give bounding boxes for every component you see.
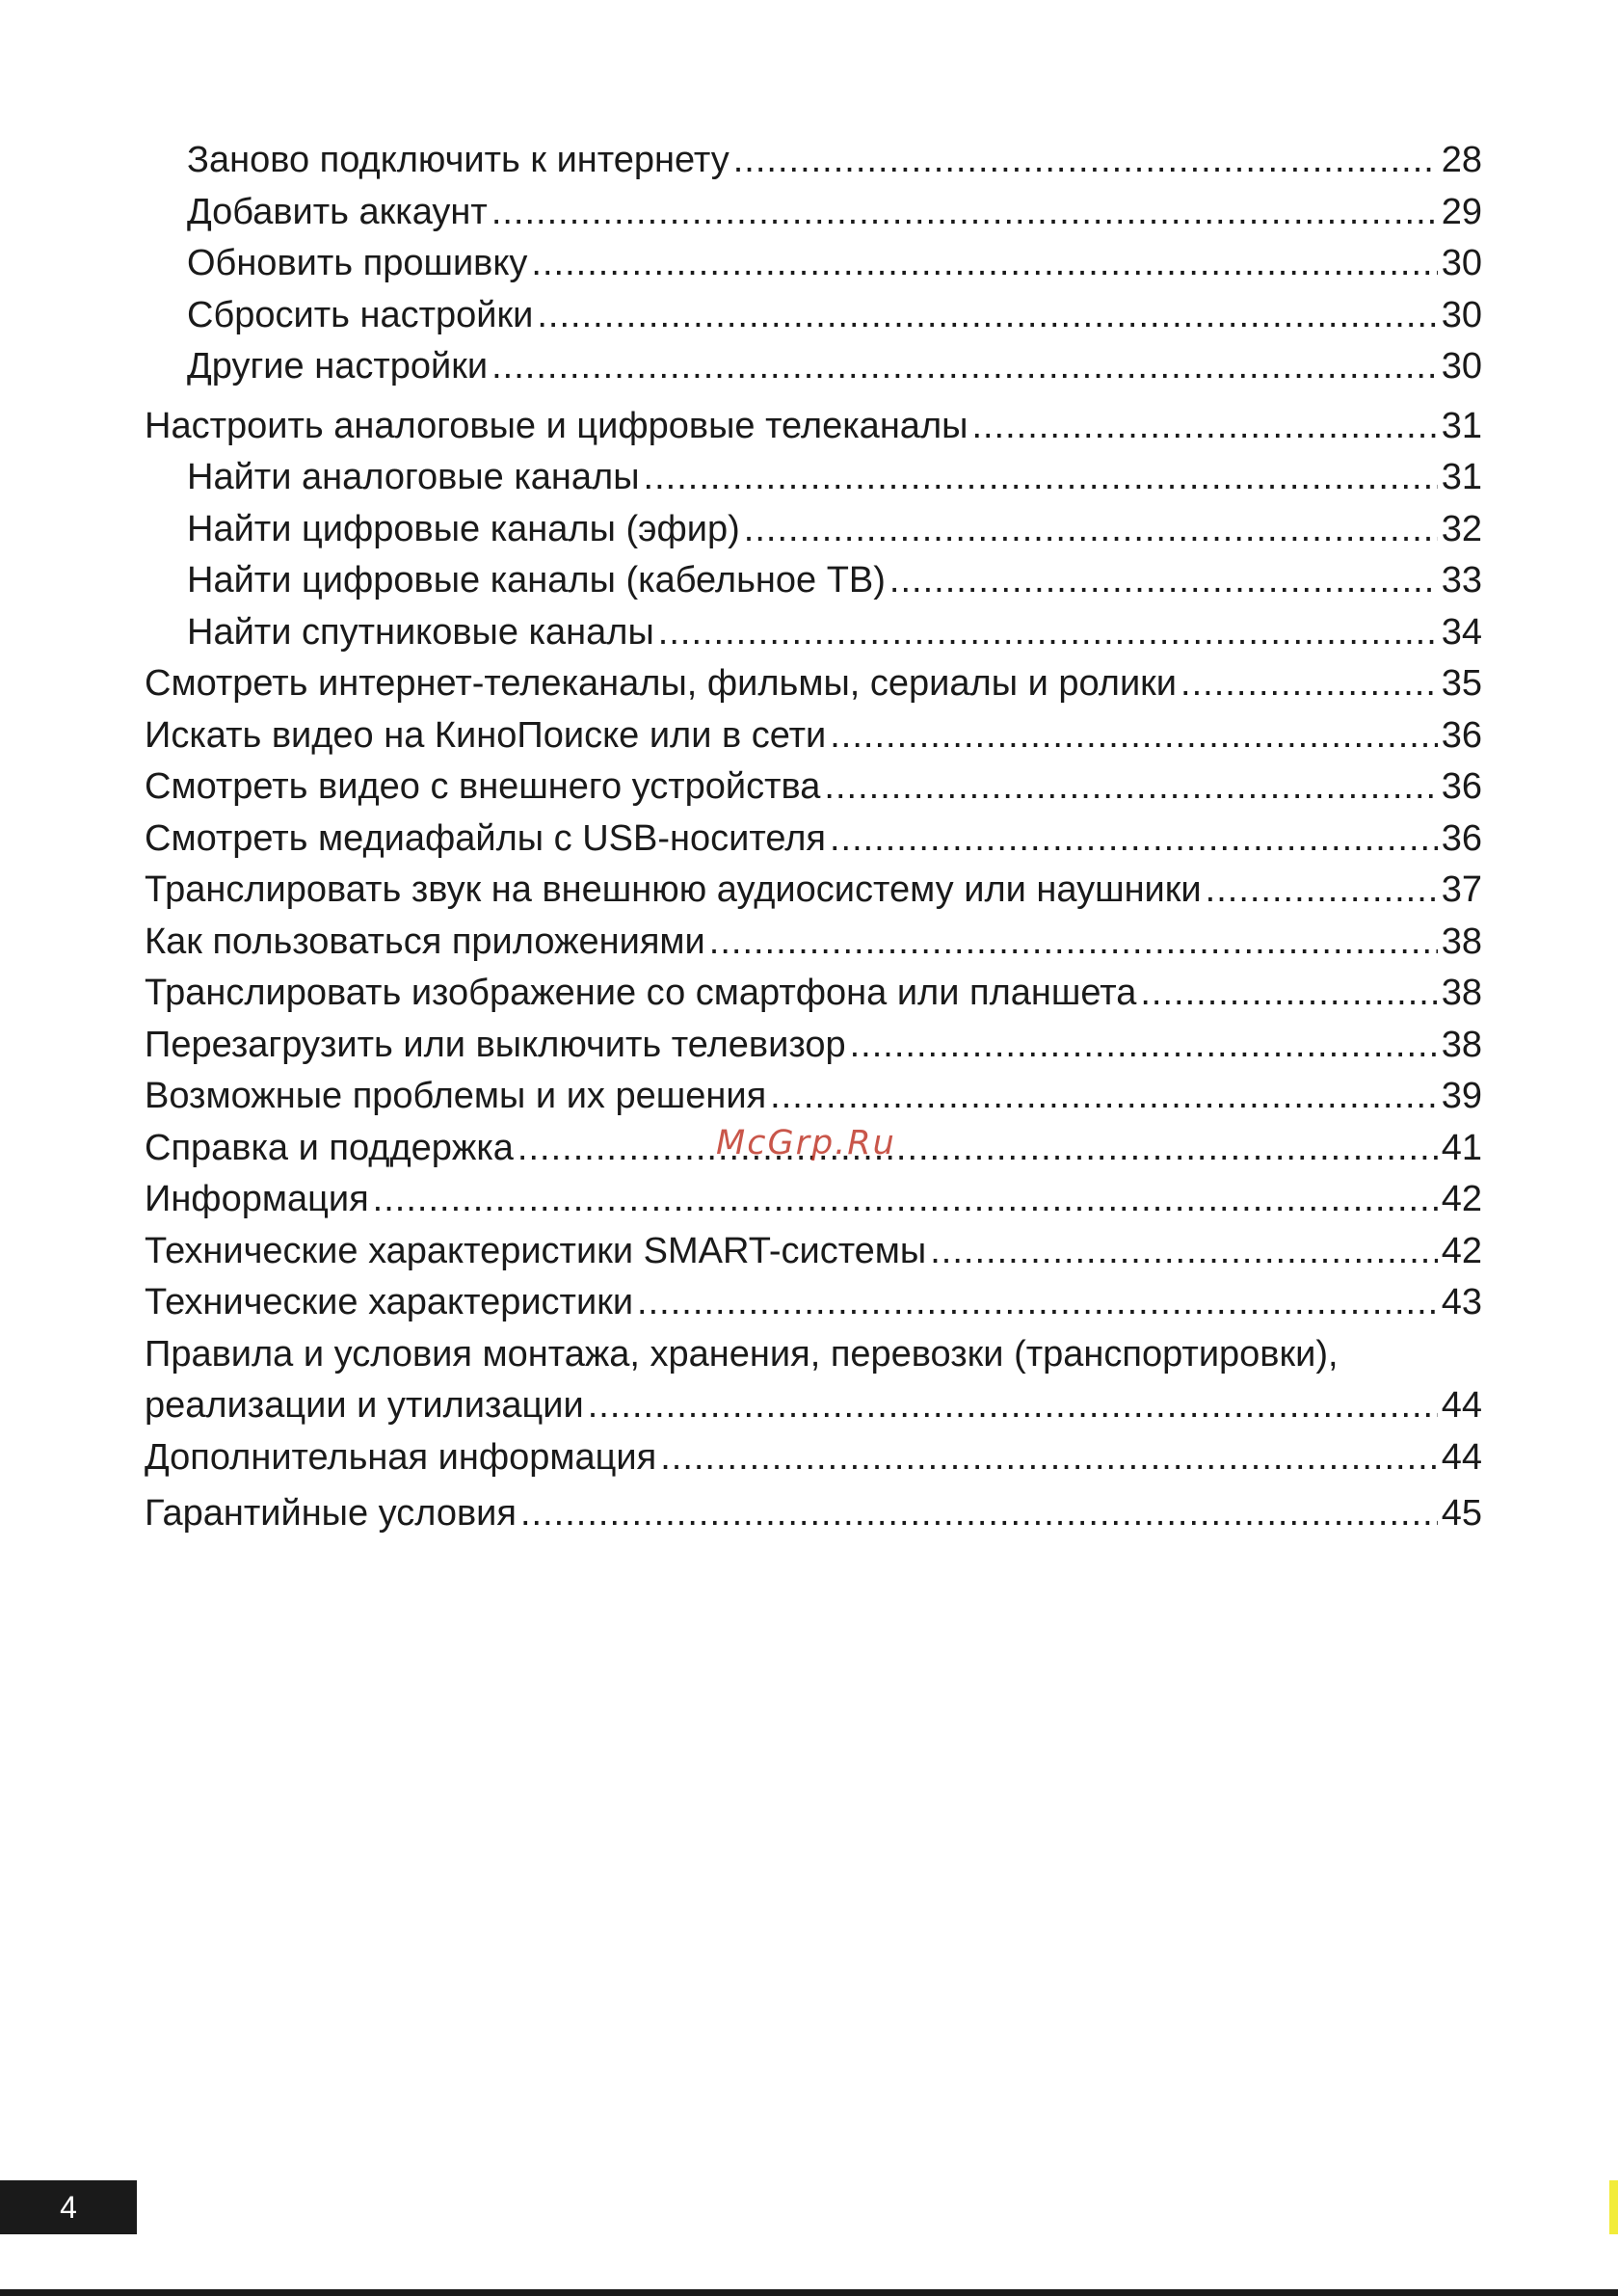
toc-entry[interactable] <box>145 917 1482 969</box>
toc-entry[interactable] <box>145 290 1482 342</box>
toc-leader-dots <box>658 607 1438 659</box>
toc-entry[interactable] <box>145 814 1482 866</box>
edge-color-mark <box>1609 2180 1618 2234</box>
toc-entry-page: 36 <box>1441 766 1482 807</box>
toc-entry-title: Транслировать звук на внешнюю аудиосистему или наушники <box>145 869 1202 910</box>
toc-leader-dots <box>850 1020 1438 1072</box>
toc-entry-page: 32 <box>1441 508 1482 549</box>
toc-leader-dots <box>537 290 1437 342</box>
toc-entry-title: Как пользоваться приложениями <box>145 921 705 962</box>
toc-entry-title: Транслировать изображение со смартфона или планшета <box>145 973 1137 1013</box>
toc-entry-page: 34 <box>1441 611 1482 653</box>
toc-entry-wrapped[interactable] <box>145 1329 1482 1432</box>
toc-leader-dots <box>531 238 1437 290</box>
toc-entry-page: 38 <box>1441 973 1482 1013</box>
toc-entry-page: 39 <box>1441 1076 1482 1116</box>
toc-leader-dots <box>824 761 1437 814</box>
toc-entry[interactable] <box>145 1488 1482 1540</box>
toc-entry-page: 44 <box>1441 1436 1482 1478</box>
toc-entry-last-line <box>145 1380 1482 1432</box>
toc-entry-title: Найти спутниковые каналы <box>187 611 654 653</box>
toc-entry[interactable] <box>145 658 1482 710</box>
toc-leader-dots <box>1206 865 1438 917</box>
toc-entry-title: Обновить прошивку <box>187 243 528 283</box>
toc-leader-dots <box>770 1071 1438 1123</box>
toc-entry-page: 38 <box>1441 921 1482 962</box>
toc-entry-title: Смотреть видео с внешнего устройства <box>145 766 821 807</box>
bottom-rule <box>0 2289 1618 2296</box>
toc-entry-page: 28 <box>1441 140 1482 180</box>
toc-entry-page: 41 <box>1441 1127 1482 1168</box>
toc-entry-title: Сбросить настройки <box>187 294 534 335</box>
page-number: 4 <box>0 2180 137 2234</box>
toc-leader-dots <box>491 187 1438 239</box>
toc-entry-page: 38 <box>1441 1024 1482 1065</box>
table-of-contents <box>145 135 1482 1540</box>
toc-entry-title: Добавить аккаунт <box>187 191 488 232</box>
toc-entry-title-line1: Правила и условия монтажа, хранения, перевозки (транспортировки), <box>145 1333 1339 1375</box>
toc-entry[interactable] <box>145 187 1482 239</box>
toc-entry[interactable] <box>145 1020 1482 1072</box>
toc-entry-title-line2: реализации и утилизации <box>145 1385 584 1426</box>
toc-entry-title: Дополнительная информация <box>145 1436 657 1478</box>
toc-leader-dots <box>373 1174 1438 1226</box>
toc-entry[interactable] <box>145 761 1482 814</box>
toc-entry[interactable] <box>145 710 1482 762</box>
toc-leader-dots <box>588 1380 1438 1432</box>
toc-entry-title: Настроить аналоговые и цифровые телеканалы <box>145 405 968 446</box>
toc-entry-title: Перезагрузить или выключить телевизор <box>145 1024 846 1065</box>
toc-entry-page: 30 <box>1441 243 1482 283</box>
toc-leader-dots <box>744 504 1438 556</box>
toc-leader-dots <box>520 1488 1438 1540</box>
toc-entry-page: 42 <box>1441 1230 1482 1271</box>
toc-entry-page: 36 <box>1441 714 1482 756</box>
toc-entry-page: 30 <box>1441 346 1482 387</box>
toc-leader-dots <box>830 710 1437 762</box>
toc-entry[interactable] <box>145 1432 1482 1484</box>
toc-leader-dots <box>1180 658 1438 710</box>
toc-entry-title: Найти цифровые каналы (эфир) <box>187 508 740 549</box>
toc-entry-page: 30 <box>1441 294 1482 335</box>
toc-entry-page: 31 <box>1441 405 1482 446</box>
toc-entry-title: Найти аналоговые каналы <box>187 457 640 497</box>
toc-entry[interactable] <box>145 504 1482 556</box>
toc-entry-title: Информация <box>145 1179 369 1219</box>
toc-entry-title: Искать видео на КиноПоиске или в сети <box>145 714 827 756</box>
toc-entry-page: 36 <box>1441 817 1482 859</box>
toc-entry[interactable] <box>145 401 1482 453</box>
toc-leader-dots <box>930 1226 1437 1278</box>
toc-leader-dots <box>889 555 1438 607</box>
watermark: McGrp.Ru <box>716 1124 896 1162</box>
toc-entry[interactable] <box>145 968 1482 1020</box>
toc-entry-title: Найти цифровые каналы (кабельное ТВ) <box>187 560 886 601</box>
toc-entry-title: Смотреть медиафайлы с USB-носителя <box>145 817 826 859</box>
toc-entry-title: Технические характеристики SMART-системы <box>145 1230 927 1271</box>
toc-leader-dots <box>971 401 1437 453</box>
toc-entry[interactable] <box>145 1071 1482 1123</box>
toc-entry-page: 43 <box>1441 1282 1482 1322</box>
toc-leader-dots <box>733 135 1438 187</box>
toc-entry[interactable] <box>145 865 1482 917</box>
toc-leader-dots <box>491 341 1438 393</box>
toc-entry[interactable] <box>145 341 1482 393</box>
toc-entry-page: 42 <box>1441 1179 1482 1219</box>
toc-entry[interactable] <box>145 555 1482 607</box>
toc-entry-title: Смотреть интернет-телеканалы, фильмы, сериалы и ролики <box>145 663 1178 704</box>
toc-entry-title: Технические характеристики <box>145 1282 634 1322</box>
toc-leader-dots <box>1140 968 1437 1020</box>
toc-entry-title: Возможные проблемы и их решения <box>145 1076 767 1116</box>
toc-entry[interactable] <box>145 607 1482 659</box>
toc-entry-page: 33 <box>1441 560 1482 601</box>
toc-entry-title: Гарантийные условия <box>145 1493 517 1534</box>
toc-entry-page: 37 <box>1441 869 1482 910</box>
toc-entry[interactable] <box>145 1277 1482 1329</box>
toc-entry-page: 44 <box>1441 1385 1482 1426</box>
toc-leader-dots <box>830 814 1438 866</box>
toc-entry-title: Заново подключить к интернету <box>187 140 729 180</box>
toc-entry-title: Другие настройки <box>187 346 489 387</box>
toc-entry[interactable] <box>145 238 1482 290</box>
toc-entry[interactable] <box>145 1226 1482 1278</box>
toc-leader-dots <box>660 1432 1438 1484</box>
toc-entry[interactable] <box>145 452 1482 504</box>
toc-entry-page: 35 <box>1441 663 1482 704</box>
toc-entry[interactable] <box>145 135 1482 187</box>
toc-entry-title: Справка и поддержка <box>145 1127 514 1168</box>
toc-leader-dots <box>709 917 1438 969</box>
toc-leader-dots <box>644 452 1438 504</box>
toc-entry-page: 31 <box>1441 457 1482 497</box>
toc-leader-dots <box>517 1123 1438 1175</box>
toc-entry-page: 45 <box>1441 1493 1482 1534</box>
toc-entry[interactable] <box>145 1174 1482 1226</box>
toc-leader-dots <box>637 1277 1438 1329</box>
toc-entry-page: 29 <box>1441 191 1482 232</box>
